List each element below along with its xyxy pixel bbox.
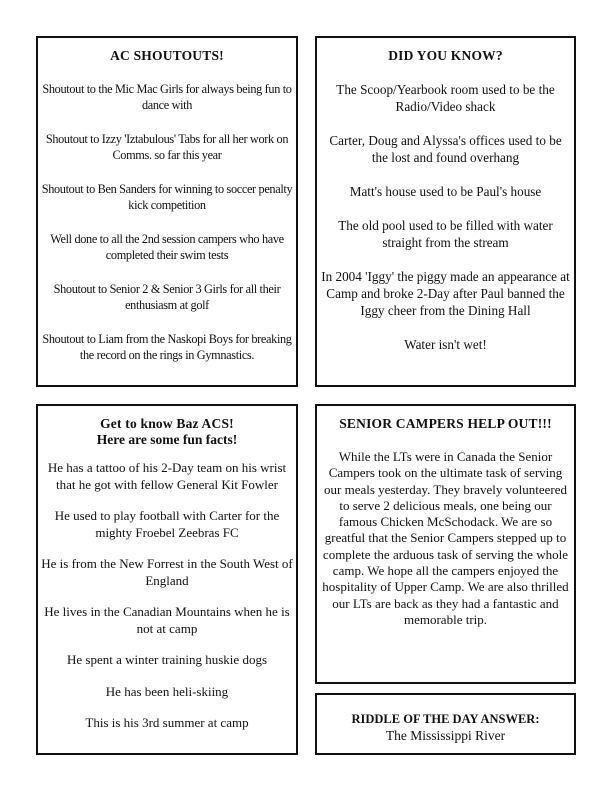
baz-fact: He spent a winter training huskie dogs <box>66 652 267 667</box>
fact-item: Carter, Doug and Alyssa's offices used to be the lost and found overhang <box>329 133 562 165</box>
shoutout-item: Shoutout to Liam from the Naskopi Boys for breaking the record on the rings in Gymnastics. <box>42 332 292 362</box>
shoutout-item: Shoutout to the Mic Mac Girls for always being fun to dance with <box>42 82 292 112</box>
fact-item: In 2004 'Iggy' the piggy made an appearance at Camp and broke 2-Day after Paul banned the Iggy cheer from the Dining Hall <box>321 269 570 318</box>
shoutout-item: Shoutout to Ben Sanders for winning to soccer penalty kick competition <box>41 182 293 212</box>
fact-item: Water isn't wet! <box>404 337 487 352</box>
baz-fact: He lives in the Canadian Mountains when he is not at camp <box>44 604 290 636</box>
baz-fact: He is from the New Forrest in the South West of England <box>41 556 293 588</box>
did-you-know-title: DID YOU KNOW? <box>388 48 503 63</box>
fact-item: The Scoop/Yearbook room used to be the Radio/Video shack <box>336 82 555 114</box>
riddle-label: RIDDLE OF THE DAY ANSWER: <box>351 712 540 726</box>
senior-campers-panel <box>315 404 576 684</box>
baz-fact: This is his 3rd summer at camp <box>85 715 249 730</box>
riddle-answer: The Mississippi River <box>385 728 506 743</box>
fact-item: The old pool used to be filled with water straight from the stream <box>338 218 553 250</box>
shoutouts-panel <box>36 36 298 387</box>
shoutouts-title: AC SHOUTOUTS! <box>110 48 224 63</box>
baz-fact: He has been heli-skiing <box>105 683 229 699</box>
baz-title: Get to know Baz ACS! <box>100 416 234 431</box>
baz-fact: He has a tattoo of his 2-Day team on his wrist that he got with fellow General Kit Fowler <box>47 460 287 492</box>
shoutout-item: Well done to all the 2nd session campers who have completed their swim tests <box>50 232 284 262</box>
shoutout-item: Shoutout to Izzy 'Iztabulous' Tabs for all her work on Comms. so far this year <box>45 132 289 162</box>
senior-body: While the LTs were in Canada the Senior Campers took on the ultimate task of serving our meals yesterday. They bravely volunteered to serve 2 delicious meals, one being our famous Chicken McSchodack. We are so greatful that the Senior Campers stepped up to complete the arduous task of serving the whole camp. We hope all the campers enjoyed the hospitality of Upper Camp. We are also thrilled our LTs are back as they had a fantastic and memorable trip. <box>322 449 569 627</box>
senior-title: SENIOR CAMPERS HELP OUT!!! <box>339 416 552 431</box>
fact-item: Matt's house used to be Paul's house <box>349 184 542 199</box>
baz-panel <box>36 404 298 755</box>
baz-subtitle: Here are some fun facts! <box>96 432 238 447</box>
did-you-know-panel <box>315 36 576 387</box>
shoutout-item: Shoutout to Senior 2 & Senior 3 Girls for all their enthusiasm at golf <box>53 282 281 312</box>
baz-fact: He used to play football with Carter for the mighty Froebel Zeebras FC <box>54 508 280 540</box>
riddle-panel <box>315 693 576 755</box>
